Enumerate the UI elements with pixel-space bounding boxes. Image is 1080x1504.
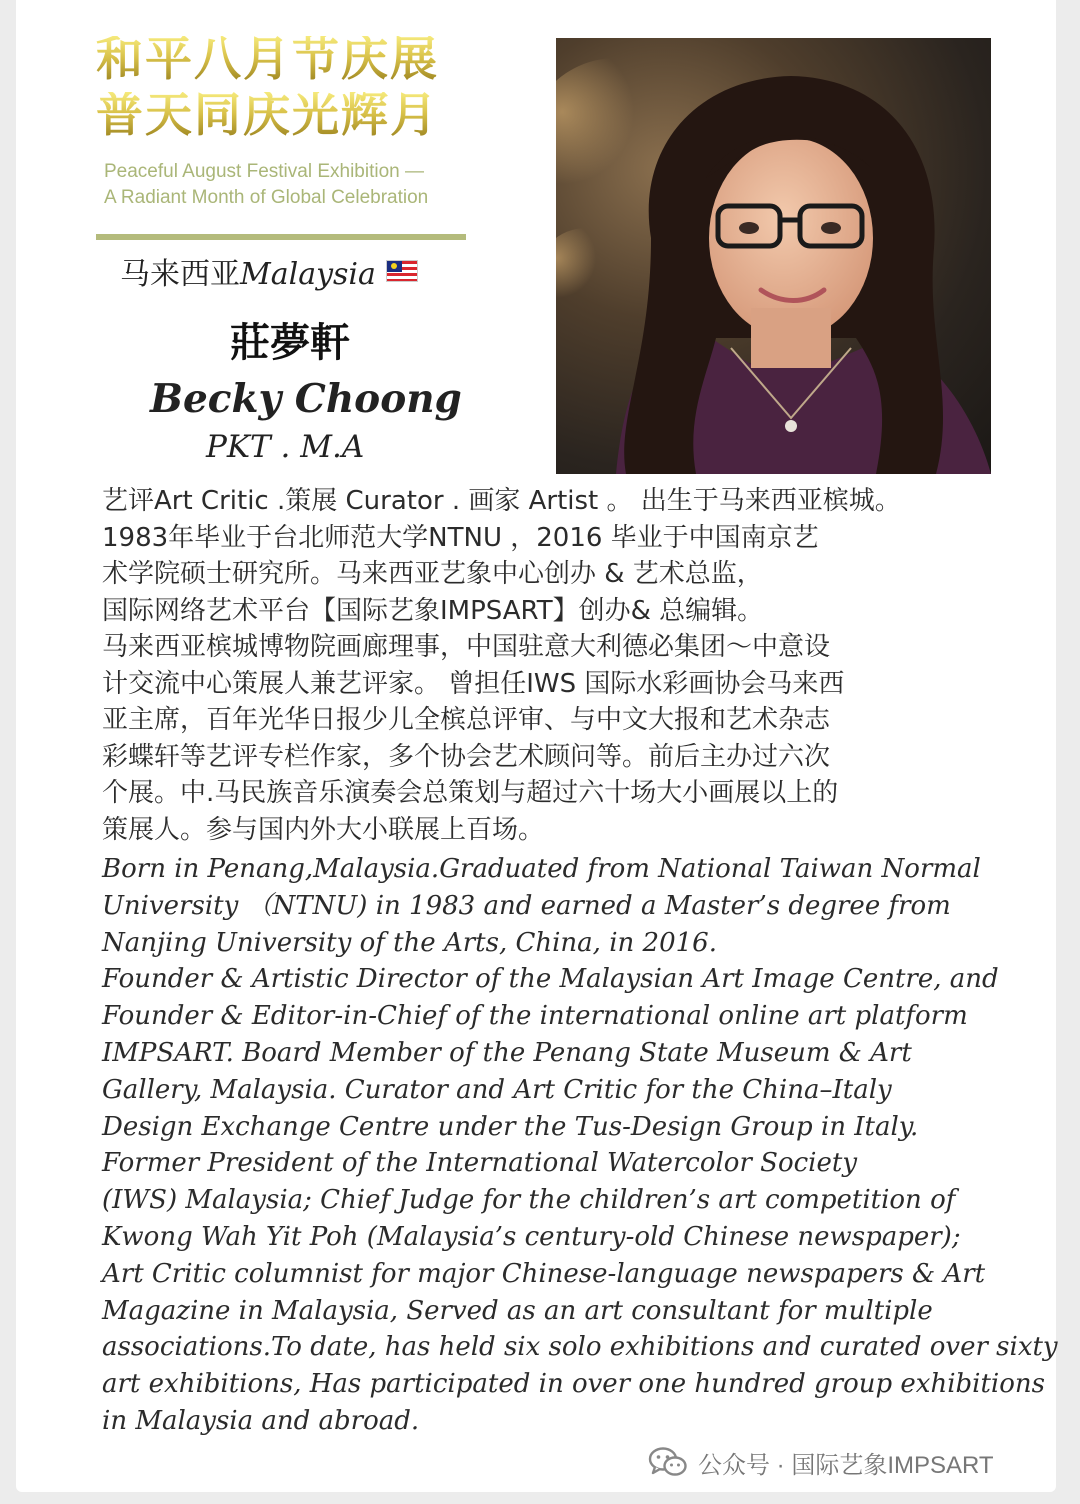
exhibition-title-cn-line2: 普天同庆光辉月 (96, 92, 476, 139)
bio-en-line: Nanjing University of the Arts, China, in 2016. (102, 927, 717, 958)
bio-en-line: Former President of the International Watercolor Society (102, 1148, 858, 1179)
wechat-account-label: 公众号 · 国际艺象IMPSART (698, 1451, 994, 1479)
bio-cn-line: 个展。中.马民族音乐演奏会总策划与超过六十场大小画展以上的 (102, 778, 839, 808)
wechat-icon (648, 1446, 688, 1478)
artist-name-en: Becky Choong (150, 376, 462, 422)
bio-cn-line: 亚主席，百年光华日报少儿全槟总评审、与中文大报和艺术杂志 (102, 705, 831, 735)
bio-en-line: Magazine in Malaysia, Served as an art consultant for multiple (102, 1295, 933, 1326)
malaysia-flag-icon (386, 260, 418, 282)
bio-en-line: (IWS) Malaysia; Chief Judge for the children’s art competition of (102, 1185, 956, 1216)
bio-cn-line: 艺评Art Critic .策展 Curator . 画家 Artist 。 出生于马来西亚槟城。 (102, 486, 901, 516)
bio-cn-line: 术学院硕士研究所。马来西亚艺象中心创办 & 艺术总监， (102, 559, 763, 589)
artist-name-cn: 莊夢軒 (230, 320, 350, 366)
bio-cn-line: 国际网络艺术平台【国际艺象IMPSART】创办& 总编辑。 (102, 595, 764, 626)
bio-en-line: Gallery, Malaysia. Curator and Art Critic for the China–Italy (102, 1074, 892, 1105)
bio-en-line: Founder & Artistic Director of the Malaysian Art Image Centre, and (102, 964, 999, 995)
wechat-watermark (648, 1446, 994, 1478)
bio-en-line: Kwong Wah Yit Poh (Malaysia’s century-old Chinese newspaper); (102, 1221, 961, 1252)
bio-cn-line: 1983年毕业于台北师范大学NTNU ，2016 毕业于中国南京艺 (102, 522, 819, 553)
title-divider (96, 234, 466, 240)
exhibition-title-cn-line1: 和平八月节庆展 (96, 36, 476, 83)
bio-chinese (102, 483, 1022, 848)
bio-cn-line: 彩蝶轩等艺评专栏作家，多个协会艺术顾问等。前后主办过六次 (102, 741, 831, 772)
bio-en-line: Design Exchange Centre under the Tus-Design Group in Italy. (102, 1111, 919, 1142)
bio-cn-line: 计交流中心策展人兼艺评家。 曾担任IWS 国际水彩画协会马来西 (102, 668, 845, 699)
artist-portrait (556, 38, 991, 474)
bio-en-line: IMPSART. Board Member of the Penang State Museum & Art (102, 1037, 912, 1068)
bio-cn-line: 策展人。参与国内外大小联展上百场。 (102, 814, 545, 845)
country-name-cn: 马来西亚 (120, 257, 240, 292)
bio-en-line: associations.To date, has held six solo exhibitions and curated over sixty (102, 1332, 1058, 1363)
artist-credential: PKT . M.A (206, 429, 365, 465)
bio-en-line: in Malaysia and abroad. (102, 1405, 420, 1436)
bio-en-line: Art Critic columnist for major Chinese-language newspapers & Art (102, 1258, 986, 1289)
exhibition-subtitle-en-line2: A Radiant Month of Global Celebration (104, 187, 429, 208)
bio-cn-line: 马来西亚槟城博物院画廊理事，中国驻意大利德必集团～中意设 (102, 632, 831, 662)
artist-country (120, 257, 418, 292)
artist-profile-card (16, 0, 1056, 1492)
portrait-illustration (556, 38, 991, 474)
country-name-en: Malaysia (240, 257, 376, 292)
bio-en-line: Born in Penang,Malaysia.Graduated from National Taiwan Normal (102, 854, 981, 884)
bio-en-line: art exhibitions, Has participated in over one hundred group exhibitions (102, 1369, 1045, 1400)
bio-english (102, 851, 1058, 1440)
exhibition-subtitle-en-line1: Peaceful August Festival Exhibition — (104, 161, 425, 182)
bio-en-line: University （NTNU) in 1983 and earned a Master’s degree from (102, 890, 951, 921)
bio-en-line: Founder & Editor-in-Chief of the international online art platform (102, 1001, 968, 1032)
